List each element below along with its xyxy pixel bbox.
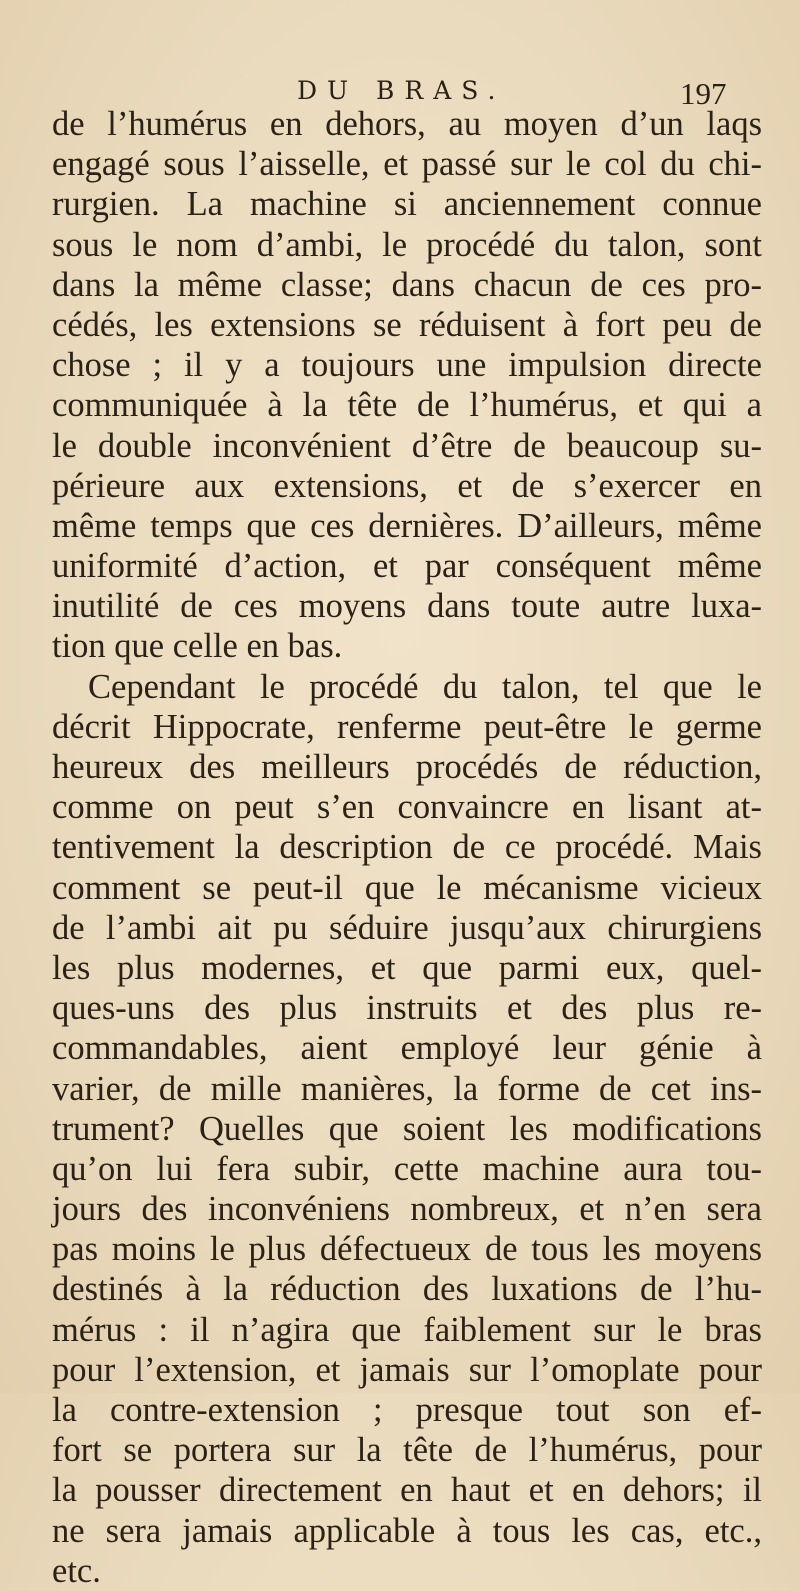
text-line: Cependant le procédé du talon, tel que le xyxy=(88,667,762,706)
text-line: ne sera jamais applicable à tous les cas, etc., xyxy=(52,1511,762,1550)
text-line: destinés à la réduction des luxations de l’hu- xyxy=(52,1270,762,1309)
text-line: pas moins le plus défectueux de tous les moyens xyxy=(52,1230,762,1269)
text-line: comment se peut-il que le mécanisme vicieux xyxy=(52,868,762,907)
text-line: comme on peut s’en convaincre en lisant at- xyxy=(52,788,762,827)
text-line: de l’ambi ait pu séduire jusqu’aux chirurgiens xyxy=(52,908,762,947)
text-line: dans la même classe; dans chacun de ces pro- xyxy=(52,265,762,304)
running-title: DU BRAS. xyxy=(297,76,506,105)
text-line: mérus : il n’agira que faiblement sur le bras xyxy=(52,1310,762,1349)
text-line: les plus modernes, et que parmi eux, quel- xyxy=(52,948,762,987)
text-line: de l’humérus en dehors, au moyen d’un laqs xyxy=(52,105,762,143)
text-line: trument? Quelles que soient les modifications xyxy=(52,1109,762,1148)
body-text xyxy=(52,104,762,1591)
text-line: jours des inconvéniens nombreux, et n’en sera xyxy=(52,1190,762,1229)
text-line: le double inconvénient d’être de beaucoup su- xyxy=(52,426,762,465)
text-line: uniformité d’action, et par conséquent même xyxy=(52,547,762,586)
text-line: inutilité de ces moyens dans toute autre luxa- xyxy=(52,587,762,626)
text-line: commandables, aient employé leur génie à xyxy=(52,1029,762,1068)
text-line: etc. xyxy=(52,1551,101,1590)
text-line: la contre-extension ; presque tout son ef- xyxy=(52,1391,762,1429)
page-number: 197 xyxy=(680,76,727,111)
text-line: décrit Hippocrate, renferme peut-être le germe xyxy=(52,707,762,746)
paragraph-2 xyxy=(52,667,762,1591)
text-line: varier, de mille manières, la forme de cet ins- xyxy=(52,1069,762,1108)
text-line: tentivement la description de ce procédé. Mais xyxy=(52,828,762,867)
text-line: tion que celle en bas. xyxy=(52,627,343,666)
text-line: engagé sous l’aisselle, et passé sur le col du chi- xyxy=(52,145,762,184)
text-line: même temps que ces dernières. D’ailleurs, même xyxy=(52,506,762,545)
text-line: sous le nom d’ambi, le procédé du talon, sont xyxy=(52,225,762,264)
text-line: heureux des meilleurs procédés de réduction, xyxy=(52,748,762,786)
text-line: communiquée à la tête de l’humérus, et qui a xyxy=(52,386,762,425)
text-line: périeure aux extensions, et de s’exercer en xyxy=(52,466,762,505)
text-line: fort se portera sur la tête de l’humérus, pour xyxy=(52,1431,762,1470)
text-line: cédés, les extensions se réduisent à fort peu de xyxy=(52,305,762,344)
text-line: la pousser directement en haut et en dehors; il xyxy=(52,1471,762,1510)
text-line: qu’on lui fera subir, cette machine aura tou- xyxy=(52,1149,762,1188)
text-line: ques-uns des plus instruits et des plus re- xyxy=(52,989,762,1028)
text-line: rurgien. La machine si anciennement connue xyxy=(52,185,762,224)
paragraph-1 xyxy=(52,104,762,667)
text-line: pour l’extension, et jamais sur l’omoplate pour xyxy=(52,1350,762,1389)
text-line: chose ; il y a toujours une impulsion directe xyxy=(52,346,762,385)
